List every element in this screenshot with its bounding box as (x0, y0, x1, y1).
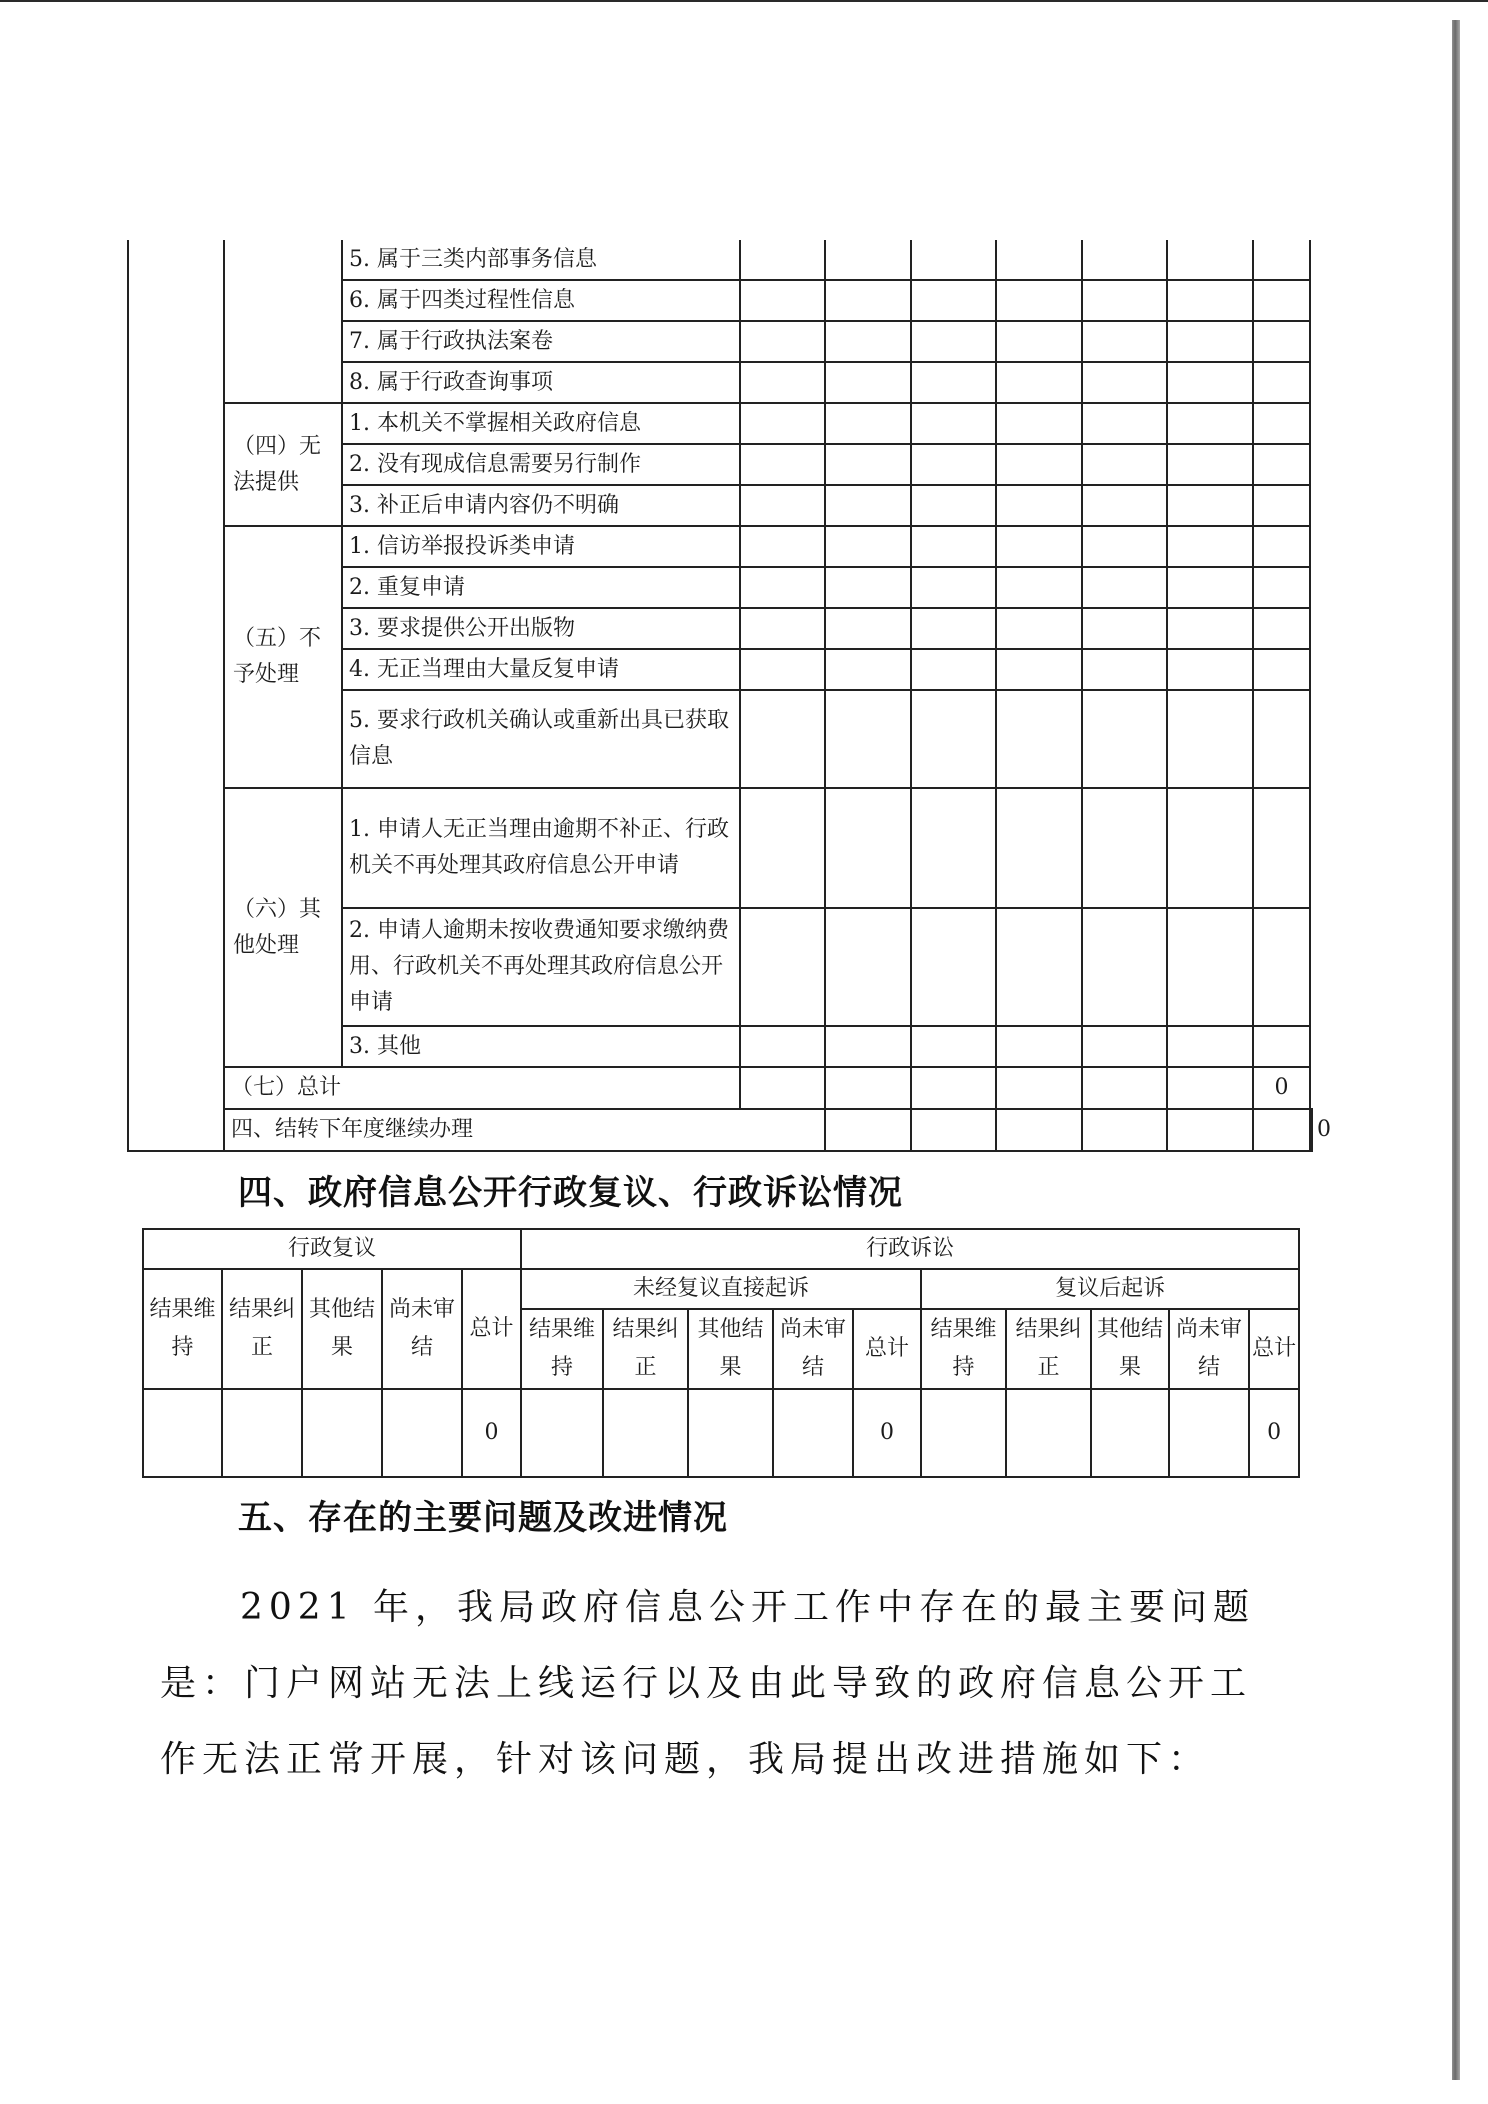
section-heading-problems: 五、存在的主要问题及改进情况 (238, 1498, 728, 1538)
litigation-header: 行政诉讼 (521, 1229, 1299, 1269)
table-row-label: 1. 申请人无正当理由逾期不补正、行政机关不再处理其政府信息公开申请 (342, 788, 740, 908)
category-cell-continued (224, 240, 342, 403)
direct-suit-header: 未经复议直接起诉 (521, 1269, 921, 1309)
table-row-label: 4. 无正当理由大量反复申请 (342, 649, 740, 690)
review-header: 行政复议 (143, 1229, 521, 1269)
review-col: 结果纠正 (222, 1269, 302, 1389)
suit-col: 结果纠正 (603, 1309, 688, 1389)
suit-col: 结果维持 (921, 1309, 1006, 1389)
suit-col: 尚未审结 (1169, 1309, 1249, 1389)
table-row-label: 5. 属于三类内部事务信息 (342, 240, 740, 280)
table-row-label: 3. 要求提供公开出版物 (342, 608, 740, 649)
table-row-label: 1. 信访举报投诉类申请 (342, 526, 740, 567)
table-row-label: 7. 属于行政执法案卷 (342, 321, 740, 362)
table-row-label: 5. 要求行政机关确认或重新出具已获取信息 (342, 690, 740, 788)
scan-edge-shadow (1452, 20, 1460, 2080)
suit-col: 总计 (1249, 1309, 1299, 1389)
problems-paragraph: 2021 年，我局政府信息公开工作中存在的最主要问题是：门户网站无法上线运行以及由此导致的政府信息公开工作无法正常开展，针对该问题，我局提出改进措施如下： (160, 1587, 1256, 1780)
table-row-label: 2. 申请人逾期未按收费通知要求缴纳费用、行政机关不再处理其政府信息公开申请 (342, 908, 740, 1026)
section-heading-review-litigation: 四、政府信息公开行政复议、行政诉讼情况 (238, 1173, 903, 1213)
review-col: 其他结果 (302, 1269, 382, 1389)
carryover-label: 四、结转下年度继续办理 (224, 1109, 825, 1151)
total-value: 0 (1253, 1067, 1310, 1109)
suit-col: 总计 (853, 1309, 921, 1389)
after-review-header: 复议后起诉 (921, 1269, 1299, 1309)
total-label: （七）总计 (224, 1067, 740, 1109)
review-col: 尚未审结 (382, 1269, 462, 1389)
carryover-value: 0 (1310, 1109, 1312, 1151)
application-processing-table (127, 240, 1331, 1152)
review-litigation-table (142, 1228, 1300, 1478)
suit-col: 尚未审结 (773, 1309, 853, 1389)
category-other-processing: （六）其他处理 (224, 788, 342, 1067)
table-row-label: 2. 重复申请 (342, 567, 740, 608)
suit-col: 其他结果 (1091, 1309, 1169, 1389)
review-col: 结果维持 (143, 1269, 222, 1389)
suit-col: 结果维持 (521, 1309, 603, 1389)
after-review-total: 0 (1249, 1389, 1299, 1477)
outer-category-cell (128, 240, 224, 1151)
suit-col: 其他结果 (688, 1309, 773, 1389)
table-row-label: 3. 补正后申请内容仍不明确 (342, 485, 740, 526)
table-row-label: 8. 属于行政查询事项 (342, 362, 740, 403)
table-row-label: 1. 本机关不掌握相关政府信息 (342, 403, 740, 444)
direct-total: 0 (853, 1389, 921, 1477)
category-not-processed: （五）不予处理 (224, 526, 342, 788)
review-total: 0 (462, 1389, 521, 1477)
table-row-label: 3. 其他 (342, 1026, 740, 1067)
review-col: 总计 (462, 1269, 521, 1389)
table-row-label: 2. 没有现成信息需要另行制作 (342, 444, 740, 485)
table-row-label: 6. 属于四类过程性信息 (342, 280, 740, 321)
suit-col: 结果纠正 (1006, 1309, 1091, 1389)
category-cannot-provide: （四）无法提供 (224, 403, 342, 526)
scan-border (0, 0, 1488, 2)
